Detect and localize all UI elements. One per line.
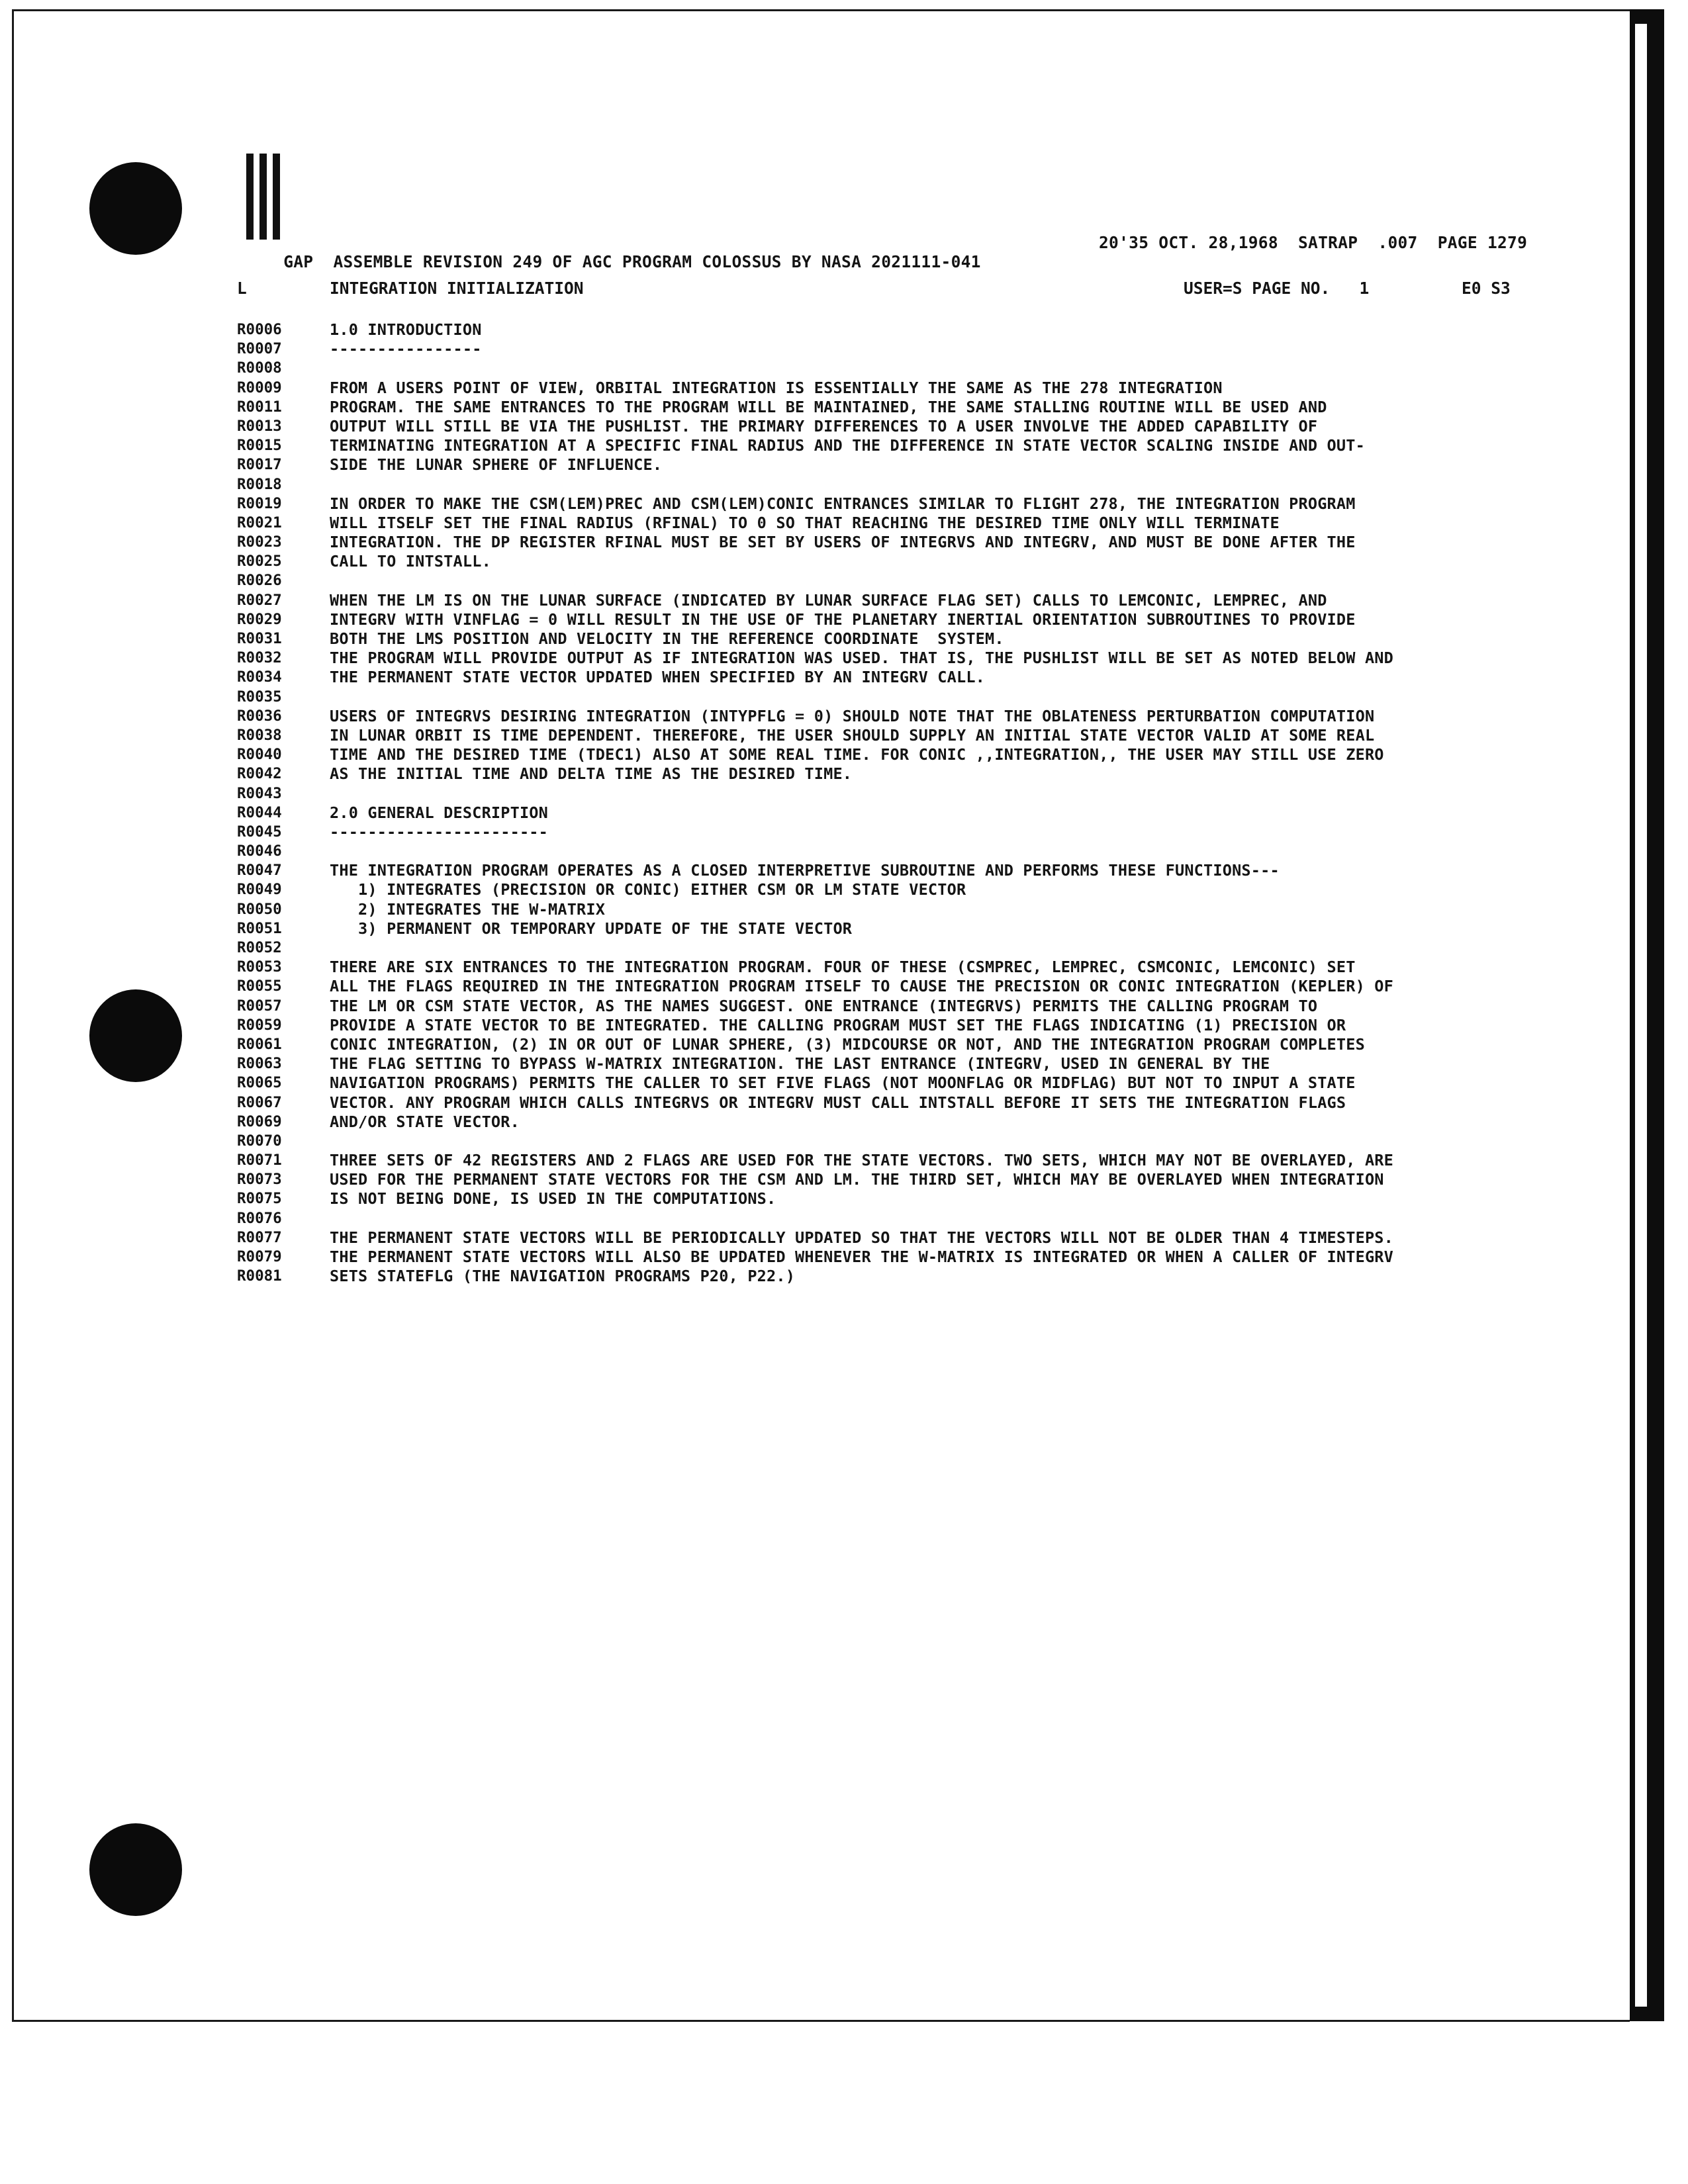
line-text: ----------------------- <box>330 822 549 841</box>
listing-row <box>237 803 1601 823</box>
line-text: THREE SETS OF 42 REGISTERS AND 2 FLAGS ARE USED FOR THE STATE VECTORS. TWO SETS, WHICH MAY NOT BE OVERLAYED, ARE <box>330 1151 1393 1170</box>
line-number: R0027 <box>237 591 282 609</box>
line-number: R0081 <box>237 1267 282 1285</box>
line-text: CONIC INTEGRATION, (2) IN OR OUT OF LUNAR SPHERE, (3) MIDCOURSE OR NOT, AND THE INTEGRATION PROGRAM COMPLETES <box>330 1034 1365 1054</box>
line-number: R0006 <box>237 321 282 338</box>
listing-row <box>237 977 1601 996</box>
line-text: PROVIDE A STATE VECTOR TO BE INTEGRATED. THE CALLING PROGRAM MUST SET THE FLAGS INDICATING (1) PRECISION OR <box>330 1015 1346 1034</box>
listing-row <box>237 514 1601 533</box>
line-number: R0045 <box>237 823 282 841</box>
line-text: PROGRAM. THE SAME ENTRANCES TO THE PROGRAM WILL BE MAINTAINED, THE SAME STALLING ROUTINE WILL BE USED AND <box>330 397 1327 416</box>
listing-row <box>237 958 1601 977</box>
line-text: THE PERMANENT STATE VECTORS WILL ALSO BE UPDATED WHENEVER THE W-MATRIX IS INTEGRATED OR WHEN A CALLER OF INTEGRV <box>330 1248 1393 1266</box>
line-text: THE FLAG SETTING TO BYPASS W-MATRIX INTEGRATION. THE LAST ENTRANCE (INTEGRV, USED IN GENERAL BY THE <box>330 1054 1270 1073</box>
line-text: 2) INTEGRATES THE W-MATRIX <box>330 899 606 919</box>
page-border-left <box>12 9 14 2021</box>
listing-row <box>237 629 1601 649</box>
listing-row <box>237 475 1601 494</box>
line-number: R0057 <box>237 997 282 1015</box>
listing-row <box>237 1170 1601 1189</box>
listing-row <box>237 707 1601 726</box>
line-number: R0053 <box>237 958 282 976</box>
listing-row <box>237 591 1601 610</box>
line-text: ---------------- <box>330 340 482 359</box>
line-text: AS THE INITIAL TIME AND DELTA TIME AS THE DESIRED TIME. <box>330 764 853 784</box>
line-number: R0067 <box>237 1093 282 1111</box>
line-number: R0071 <box>237 1152 282 1169</box>
line-number: R0026 <box>237 572 282 590</box>
listing-row <box>237 436 1601 455</box>
listing-row <box>237 340 1601 359</box>
listing-row <box>237 1151 1601 1170</box>
binder-hole-icon <box>89 1823 182 1916</box>
listing-row <box>237 610 1601 629</box>
line-text: AND/OR STATE VECTOR. <box>330 1112 520 1131</box>
listing-row <box>237 1267 1601 1286</box>
page-code: E0 S3 <box>1462 279 1511 298</box>
listing-row <box>237 379 1601 398</box>
line-text: BOTH THE LMS POSITION AND VELOCITY IN THE REFERENCE COORDINATE SYSTEM. <box>330 629 1004 648</box>
listing-row <box>237 861 1601 880</box>
line-number: R0049 <box>237 881 282 899</box>
line-number: R0042 <box>237 765 282 783</box>
line-number: R0050 <box>237 900 282 918</box>
line-text: ALL THE FLAGS REQUIRED IN THE INTEGRATION PROGRAM ITSELF TO CAUSE THE PRECISION OR CONIC INTEGRATION (KEPLER) OF <box>330 977 1393 996</box>
line-text: NAVIGATION PROGRAMS) PERMITS THE CALLER TO SET FIVE FLAGS (NOT MOONFLAG OR MIDFLAG) BUT NOT TO INPUT A STATE <box>330 1073 1356 1093</box>
listing-body <box>237 320 1601 1286</box>
listing-row <box>237 1093 1601 1113</box>
line-text: WILL ITSELF SET THE FINAL RADIUS (RFINAL) TO 0 SO THAT REACHING THE DESIRED TIME ONLY WILL TERMINATE <box>330 513 1280 532</box>
section-title: INTEGRATION INITIALIZATION <box>330 279 584 298</box>
listing-row <box>237 688 1601 707</box>
line-number: R0046 <box>237 842 282 860</box>
line-number: R0023 <box>237 533 282 551</box>
page-border-top <box>12 9 1630 11</box>
line-text: IN LUNAR ORBIT IS TIME DEPENDENT. THEREFORE, THE USER SHOULD SUPPLY AN INITIAL STATE VECTOR VALID AT SOME REAL <box>330 725 1375 745</box>
line-number: R0025 <box>237 553 282 570</box>
line-text: VECTOR. ANY PROGRAM WHICH CALLS INTEGRVS OR INTEGRV MUST CALL INTSTALL BEFORE IT SETS THE INTEGRATION FLAGS <box>330 1093 1346 1112</box>
line-text: 2.0 GENERAL DESCRIPTION <box>330 803 549 822</box>
line-number: R0079 <box>237 1248 282 1265</box>
listing-row <box>237 494 1601 514</box>
line-text: OUTPUT WILL STILL BE VIA THE PUSHLIST. THE PRIMARY DIFFERENCES TO A USER INVOLVE THE ADDED CAPABILITY OF <box>330 416 1318 435</box>
line-number: R0076 <box>237 1209 282 1227</box>
users-page-number: USER=S PAGE NO. 1 <box>1184 279 1370 298</box>
line-number: R0009 <box>237 379 282 396</box>
listing-row <box>237 1228 1601 1248</box>
listing-row <box>237 359 1601 378</box>
line-number: R0032 <box>237 649 282 667</box>
listing-row <box>237 533 1601 552</box>
line-number: R0044 <box>237 803 282 821</box>
line-text: SETS STATEFLG (THE NAVIGATION PROGRAMS P20, P22.) <box>330 1267 796 1286</box>
listing-row <box>237 726 1601 745</box>
listing-row <box>237 417 1601 436</box>
listing-row <box>237 1132 1601 1151</box>
listing-title: GAP ASSEMBLE REVISION 249 OF AGC PROGRAM COLOSSUS BY NASA 2021111-041 <box>283 252 981 271</box>
listing-header <box>244 233 1581 310</box>
line-text: USERS OF INTEGRVS DESIRING INTEGRATION (INTYPFLG = 0) SHOULD NOTE THAT THE OBLATENESS PERTURBATION COMPUTATION <box>330 706 1375 725</box>
line-number: R0070 <box>237 1132 282 1150</box>
line-number: R0073 <box>237 1171 282 1189</box>
line-number: R0077 <box>237 1228 282 1246</box>
listing-row <box>237 938 1601 958</box>
line-text: IN ORDER TO MAKE THE CSM(LEM)PREC AND CSM(LEM)CONIC ENTRANCES SIMILAR TO FLIGHT 278, THE INTEGRATION PROGRAM <box>330 494 1356 513</box>
line-number: R0065 <box>237 1074 282 1092</box>
line-text: 1) INTEGRATES (PRECISION OR CONIC) EITHER CSM OR LM STATE VECTOR <box>330 880 966 899</box>
line-text: INTEGRATION. THE DP REGISTER RFINAL MUST BE SET BY USERS OF INTEGRVS AND INTEGRV, AND MUST BE DONE AFTER THE <box>330 533 1356 552</box>
listing-row <box>237 320 1601 340</box>
page-border-bottom <box>12 2020 1630 2022</box>
line-text: TIME AND THE DESIRED TIME (TDEC1) ALSO AT SOME REAL TIME. FOR CONIC ,,INTEGRATION,, THE USER MAY STILL USE ZERO <box>330 745 1384 764</box>
punch-mark-icon <box>259 154 267 240</box>
line-text: THE PERMANENT STATE VECTORS WILL BE PERIODICALLY UPDATED SO THAT THE VECTORS WILL NOT BE OLDER THAN 4 TIMESTEPS. <box>330 1228 1393 1247</box>
listing-row <box>237 1248 1601 1267</box>
listing-row <box>237 997 1601 1016</box>
listing-row <box>237 1209 1601 1228</box>
listing-flag: L <box>237 279 247 298</box>
line-number: R0018 <box>237 475 282 493</box>
listing-row <box>237 455 1601 475</box>
line-text: THE PROGRAM WILL PROVIDE OUTPUT AS IF INTEGRATION WAS USED. THAT IS, THE PUSHLIST WILL BE SET AS NOTED BELOW AND <box>330 649 1393 668</box>
line-text: USED FOR THE PERMANENT STATE VECTORS FOR THE CSM AND LM. THE THIRD SET, WHICH MAY BE OVERLAYED WHEN INTEGRATION <box>330 1170 1384 1189</box>
listing-row <box>237 649 1601 668</box>
line-text: SIDE THE LUNAR SPHERE OF INFLUENCE. <box>330 455 663 475</box>
listing-row <box>237 1035 1601 1054</box>
line-number: R0038 <box>237 726 282 744</box>
line-number: R0011 <box>237 398 282 416</box>
line-number: R0013 <box>237 417 282 435</box>
line-number: R0021 <box>237 514 282 531</box>
line-number: R0034 <box>237 668 282 686</box>
punch-mark-icon <box>246 154 254 240</box>
page-border-right-gap <box>1635 24 1647 2007</box>
line-number: R0017 <box>237 456 282 474</box>
listing-row <box>237 919 1601 938</box>
line-number: R0047 <box>237 862 282 880</box>
line-number: R0059 <box>237 1016 282 1034</box>
listing-row <box>237 1054 1601 1073</box>
listing-row <box>237 668 1601 687</box>
listing-row <box>237 1016 1601 1035</box>
listing-row <box>237 880 1601 899</box>
line-text: THE INTEGRATION PROGRAM OPERATES AS A CLOSED INTERPRETIVE SUBROUTINE AND PERFORMS THESE FUNCTIONS--- <box>330 861 1280 880</box>
line-text: INTEGRV WITH VINFLAG = 0 WILL RESULT IN THE USE OF THE PLANETARY INERTIAL ORIENTATION SUBROUTINES TO PROVIDE <box>330 610 1356 629</box>
line-text: FROM A USERS POINT OF VIEW, ORBITAL INTEGRATION IS ESSENTIALLY THE SAME AS THE 278 INTEGRATION <box>330 378 1223 397</box>
listing-row <box>237 1073 1601 1093</box>
listing-row <box>237 1113 1601 1132</box>
line-text: THE LM OR CSM STATE VECTOR, AS THE NAMES SUGGEST. ONE ENTRANCE (INTEGRVS) PERMITS THE CALLING PROGRAM TO <box>330 996 1318 1015</box>
listing-row <box>237 745 1601 764</box>
line-text: TERMINATING INTEGRATION AT A SPECIFIC FINAL RADIUS AND THE DIFFERENCE IN STATE VECTOR SCALING INSIDE AND OUT- <box>330 436 1365 455</box>
listing-row <box>237 842 1601 861</box>
line-number: R0035 <box>237 688 282 705</box>
line-number: R0019 <box>237 494 282 512</box>
line-number: R0075 <box>237 1190 282 1208</box>
punch-mark-icon <box>273 154 280 240</box>
listing-row <box>237 784 1601 803</box>
line-number: R0031 <box>237 630 282 647</box>
listing-row <box>237 900 1601 919</box>
listing-row <box>237 552 1601 571</box>
line-number: R0063 <box>237 1055 282 1073</box>
listing-timestamp: 20'35 OCT. 28,1968 SATRAP .007 PAGE 1279 <box>1099 233 1528 252</box>
line-text: THERE ARE SIX ENTRANCES TO THE INTEGRATION PROGRAM. FOUR OF THESE (CSMPREC, LEMPREC, CSMCONIC, LEMCONIC) SET <box>330 958 1356 977</box>
listing-row <box>237 398 1601 417</box>
line-number: R0051 <box>237 919 282 937</box>
listing-row <box>237 764 1601 784</box>
binder-hole-icon <box>89 989 182 1082</box>
listing-row <box>237 571 1601 590</box>
line-text: CALL TO INTSTALL. <box>330 552 491 571</box>
line-number: R0040 <box>237 746 282 764</box>
line-number: R0069 <box>237 1113 282 1130</box>
line-text: 3) PERMANENT OR TEMPORARY UPDATE OF THE STATE VECTOR <box>330 919 853 938</box>
line-number: R0055 <box>237 978 282 995</box>
line-number: R0036 <box>237 707 282 725</box>
line-number: R0052 <box>237 939 282 956</box>
line-number: R0029 <box>237 610 282 628</box>
line-number: R0008 <box>237 359 282 377</box>
line-number: R0015 <box>237 437 282 455</box>
line-number: R0043 <box>237 784 282 802</box>
line-text: 1.0 INTRODUCTION <box>330 320 482 339</box>
line-text: IS NOT BEING DONE, IS USED IN THE COMPUTATIONS. <box>330 1189 776 1208</box>
line-text: THE PERMANENT STATE VECTOR UPDATED WHEN SPECIFIED BY AN INTEGRV CALL. <box>330 668 986 687</box>
listing-row <box>237 1189 1601 1208</box>
binder-hole-icon <box>89 162 182 255</box>
line-text: WHEN THE LM IS ON THE LUNAR SURFACE (INDICATED BY LUNAR SURFACE FLAG SET) CALLS TO LEMCONIC, LEMPREC, AND <box>330 590 1327 610</box>
line-number: R0007 <box>237 340 282 358</box>
listing-row <box>237 823 1601 842</box>
line-number: R0061 <box>237 1035 282 1053</box>
